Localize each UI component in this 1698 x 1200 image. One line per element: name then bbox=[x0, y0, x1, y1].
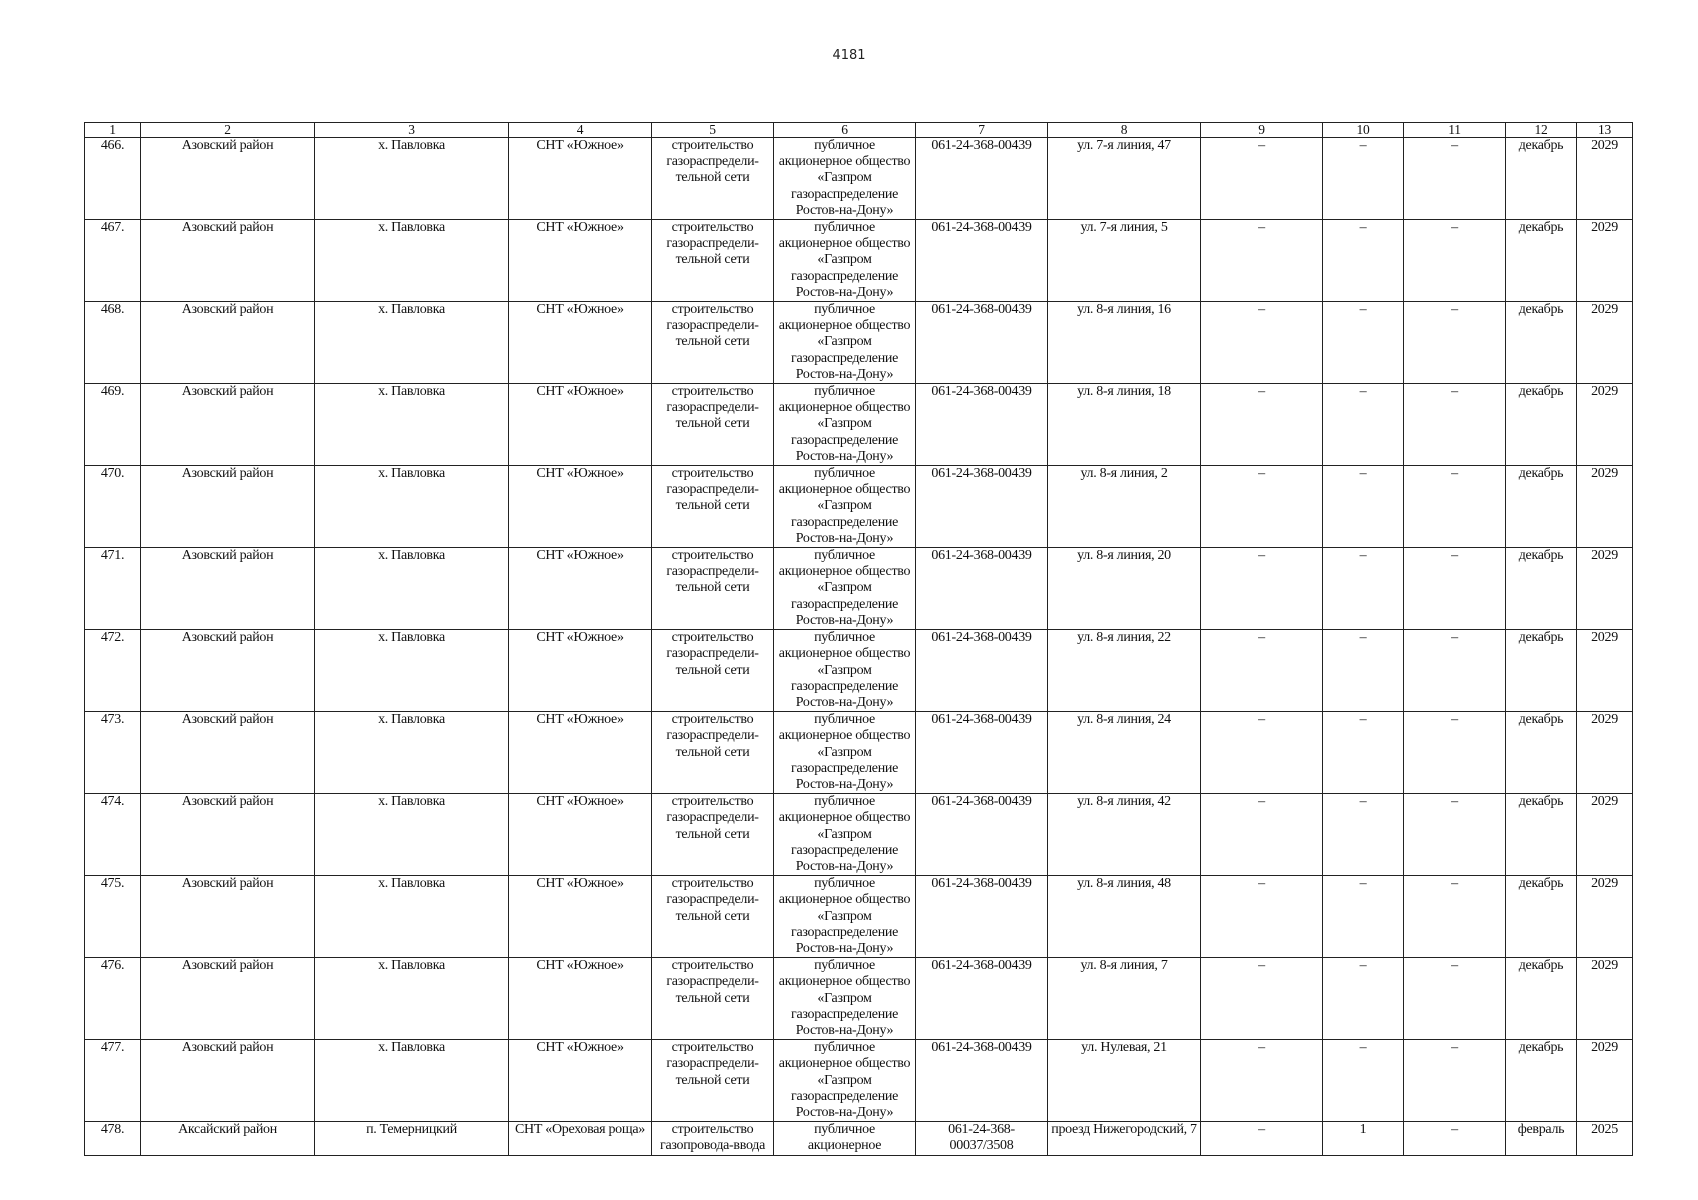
cell-col-9-value: – bbox=[1201, 384, 1323, 466]
cell-year: 2025 bbox=[1577, 1122, 1633, 1155]
cell-company: публичное акционерное общество «Газпром газораспределение Ростов-на-Дону» bbox=[774, 794, 916, 876]
cell-organization: СНТ «Южное» bbox=[509, 302, 652, 384]
cell-year: 2029 bbox=[1577, 958, 1633, 1040]
table-row bbox=[85, 138, 1633, 220]
cell-organization: СНТ «Южное» bbox=[509, 958, 652, 1040]
cell-work-type: строительство газораспредели-тельной сети bbox=[652, 794, 774, 876]
cell-district: Азовский район bbox=[141, 1040, 315, 1122]
header-cell: 13 bbox=[1577, 123, 1633, 138]
header-cell: 12 bbox=[1506, 123, 1577, 138]
cell-year: 2029 bbox=[1577, 466, 1633, 548]
cell-col-9-value: – bbox=[1201, 1040, 1323, 1122]
table-row bbox=[85, 958, 1633, 1040]
cell-company: публичное акционерное общество «Газпром газораспределение Ростов-на-Дону» bbox=[774, 302, 916, 384]
cell-month: февраль bbox=[1506, 1122, 1577, 1155]
cell-district: Азовский район bbox=[141, 384, 315, 466]
header-cell: 11 bbox=[1404, 123, 1506, 138]
header-cell: 7 bbox=[916, 123, 1048, 138]
cell-organization: СНТ «Южное» bbox=[509, 876, 652, 958]
cell-organization: СНТ «Южное» bbox=[509, 220, 652, 302]
cell-registration-number: 061-24-368-00439 bbox=[916, 384, 1048, 466]
cell-address: проезд Нижегородский, 7 bbox=[1048, 1122, 1201, 1155]
cell-registration-number: 061-24-368-00439 bbox=[916, 138, 1048, 220]
cell-organization: СНТ «Южное» bbox=[509, 384, 652, 466]
cell-company: публичное акционерное общество «Газпром газораспределение Ростов-на-Дону» bbox=[774, 466, 916, 548]
cell-settlement: х. Павловка bbox=[315, 712, 509, 794]
cell-year: 2029 bbox=[1577, 220, 1633, 302]
cell-settlement: х. Павловка bbox=[315, 466, 509, 548]
cell-settlement: х. Павловка bbox=[315, 794, 509, 876]
header-row bbox=[85, 123, 1633, 138]
table-row bbox=[85, 712, 1633, 794]
cell-address: ул. 8-я линия, 18 bbox=[1048, 384, 1201, 466]
cell-row-number: 472. bbox=[85, 630, 141, 712]
cell-col-9-value: – bbox=[1201, 302, 1323, 384]
cell-registration-number: 061-24-368-00439 bbox=[916, 630, 1048, 712]
cell-month: декабрь bbox=[1506, 384, 1577, 466]
cell-settlement: х. Павловка bbox=[315, 958, 509, 1040]
cell-address: ул. Нулевая, 21 bbox=[1048, 1040, 1201, 1122]
table-row bbox=[85, 1040, 1633, 1122]
cell-year: 2029 bbox=[1577, 630, 1633, 712]
cell-year: 2029 bbox=[1577, 876, 1633, 958]
cell-col-10-value: – bbox=[1323, 384, 1404, 466]
cell-organization: СНТ «Южное» bbox=[509, 630, 652, 712]
header-cell: 9 bbox=[1201, 123, 1323, 138]
header-cell: 2 bbox=[141, 123, 315, 138]
table-row bbox=[85, 630, 1633, 712]
cell-row-number: 467. bbox=[85, 220, 141, 302]
cell-address: ул. 8-я линия, 24 bbox=[1048, 712, 1201, 794]
cell-col-10-value: – bbox=[1323, 220, 1404, 302]
cell-settlement: х. Павловка bbox=[315, 138, 509, 220]
cell-settlement: х. Павловка bbox=[315, 876, 509, 958]
cell-registration-number: 061-24-368-00439 bbox=[916, 302, 1048, 384]
cell-col-11-value: – bbox=[1404, 548, 1506, 630]
cell-address: ул. 8-я линия, 7 bbox=[1048, 958, 1201, 1040]
page-number: 4181 bbox=[832, 48, 866, 63]
cell-row-number: 471. bbox=[85, 548, 141, 630]
cell-col-9-value: – bbox=[1201, 712, 1323, 794]
cell-registration-number: 061-24-368-00439 bbox=[916, 876, 1048, 958]
cell-district: Азовский район bbox=[141, 958, 315, 1040]
cell-company: публичное акционерное общество «Газпром газораспределение Ростов-на-Дону» bbox=[774, 876, 916, 958]
cell-work-type: строительство газораспредели-тельной сети bbox=[652, 302, 774, 384]
cell-year: 2029 bbox=[1577, 384, 1633, 466]
cell-col-10-value: – bbox=[1323, 958, 1404, 1040]
header-cell: 5 bbox=[652, 123, 774, 138]
cell-col-11-value: – bbox=[1404, 958, 1506, 1040]
cell-district: Азовский район bbox=[141, 794, 315, 876]
table-row bbox=[85, 876, 1633, 958]
cell-organization: СНТ «Южное» bbox=[509, 548, 652, 630]
cell-col-11-value: – bbox=[1404, 1122, 1506, 1155]
cell-col-9-value: – bbox=[1201, 630, 1323, 712]
cell-district: Азовский район bbox=[141, 302, 315, 384]
cell-col-9-value: – bbox=[1201, 1122, 1323, 1155]
cell-month: декабрь bbox=[1506, 712, 1577, 794]
cell-work-type: строительство газораспредели-тельной сети bbox=[652, 876, 774, 958]
cell-district: Аксайский район bbox=[141, 1122, 315, 1155]
cell-year: 2029 bbox=[1577, 302, 1633, 384]
data-table bbox=[84, 122, 1633, 1156]
table-row bbox=[85, 794, 1633, 876]
cell-organization: СНТ «Южное» bbox=[509, 138, 652, 220]
cell-col-10-value: 1 bbox=[1323, 1122, 1404, 1155]
cell-col-10-value: – bbox=[1323, 138, 1404, 220]
cell-row-number: 470. bbox=[85, 466, 141, 548]
cell-col-9-value: – bbox=[1201, 548, 1323, 630]
cell-col-11-value: – bbox=[1404, 220, 1506, 302]
cell-district: Азовский район bbox=[141, 548, 315, 630]
cell-month: декабрь bbox=[1506, 220, 1577, 302]
cell-row-number: 476. bbox=[85, 958, 141, 1040]
cell-year: 2029 bbox=[1577, 1040, 1633, 1122]
cell-registration-number: 061-24-368-00439 bbox=[916, 466, 1048, 548]
cell-col-10-value: – bbox=[1323, 1040, 1404, 1122]
cell-district: Азовский район bbox=[141, 138, 315, 220]
cell-company: публичное акционерное общество «Газпром газораспределение Ростов-на-Дону» bbox=[774, 712, 916, 794]
cell-address: ул. 8-я линия, 22 bbox=[1048, 630, 1201, 712]
header-cell: 10 bbox=[1323, 123, 1404, 138]
cell-settlement: х. Павловка bbox=[315, 302, 509, 384]
cell-work-type: строительство газораспредели-тельной сети bbox=[652, 1040, 774, 1122]
cell-row-number: 478. bbox=[85, 1122, 141, 1155]
cell-month: декабрь bbox=[1506, 794, 1577, 876]
table-row bbox=[85, 548, 1633, 630]
cell-company: публичное акционерное bbox=[774, 1122, 916, 1155]
cell-address: ул. 7-я линия, 5 bbox=[1048, 220, 1201, 302]
cell-settlement: п. Темерницкий bbox=[315, 1122, 509, 1155]
cell-col-9-value: – bbox=[1201, 220, 1323, 302]
cell-col-10-value: – bbox=[1323, 548, 1404, 630]
cell-work-type: строительство газораспредели-тельной сети bbox=[652, 138, 774, 220]
table-row bbox=[85, 384, 1633, 466]
header-cell: 3 bbox=[315, 123, 509, 138]
cell-district: Азовский район bbox=[141, 220, 315, 302]
cell-settlement: х. Павловка bbox=[315, 220, 509, 302]
cell-address: ул. 8-я линия, 16 bbox=[1048, 302, 1201, 384]
cell-work-type: строительство газораспредели-тельной сети bbox=[652, 220, 774, 302]
cell-company: публичное акционерное общество «Газпром газораспределение Ростов-на-Дону» bbox=[774, 384, 916, 466]
cell-row-number: 474. bbox=[85, 794, 141, 876]
cell-row-number: 477. bbox=[85, 1040, 141, 1122]
cell-col-10-value: – bbox=[1323, 876, 1404, 958]
cell-col-9-value: – bbox=[1201, 138, 1323, 220]
cell-col-9-value: – bbox=[1201, 958, 1323, 1040]
cell-year: 2029 bbox=[1577, 548, 1633, 630]
cell-settlement: х. Павловка bbox=[315, 630, 509, 712]
cell-col-11-value: – bbox=[1404, 138, 1506, 220]
cell-district: Азовский район bbox=[141, 630, 315, 712]
cell-settlement: х. Павловка bbox=[315, 384, 509, 466]
cell-col-9-value: – bbox=[1201, 794, 1323, 876]
cell-work-type: строительство газопровода-ввода bbox=[652, 1122, 774, 1155]
cell-registration-number: 061-24-368-00439 bbox=[916, 958, 1048, 1040]
cell-col-11-value: – bbox=[1404, 876, 1506, 958]
cell-col-11-value: – bbox=[1404, 794, 1506, 876]
cell-month: декабрь bbox=[1506, 1040, 1577, 1122]
cell-month: декабрь bbox=[1506, 630, 1577, 712]
cell-row-number: 473. bbox=[85, 712, 141, 794]
header-cell: 1 bbox=[85, 123, 141, 138]
cell-col-11-value: – bbox=[1404, 302, 1506, 384]
table-row bbox=[85, 220, 1633, 302]
cell-work-type: строительство газораспредели-тельной сети bbox=[652, 958, 774, 1040]
cell-registration-number: 061-24-368-00439 bbox=[916, 794, 1048, 876]
cell-col-10-value: – bbox=[1323, 466, 1404, 548]
cell-district: Азовский район bbox=[141, 712, 315, 794]
cell-address: ул. 8-я линия, 48 bbox=[1048, 876, 1201, 958]
cell-registration-number: 061-24-368-00439 bbox=[916, 1040, 1048, 1122]
cell-company: публичное акционерное общество «Газпром газораспределение Ростов-на-Дону» bbox=[774, 220, 916, 302]
cell-row-number: 469. bbox=[85, 384, 141, 466]
cell-month: декабрь bbox=[1506, 138, 1577, 220]
cell-registration-number: 061-24-368-00439 bbox=[916, 712, 1048, 794]
cell-month: декабрь bbox=[1506, 302, 1577, 384]
cell-work-type: строительство газораспредели-тельной сети bbox=[652, 466, 774, 548]
cell-year: 2029 bbox=[1577, 712, 1633, 794]
cell-address: ул. 8-я линия, 42 bbox=[1048, 794, 1201, 876]
cell-year: 2029 bbox=[1577, 138, 1633, 220]
cell-company: публичное акционерное общество «Газпром газораспределение Ростов-на-Дону» bbox=[774, 1040, 916, 1122]
cell-month: декабрь bbox=[1506, 876, 1577, 958]
cell-address: ул. 8-я линия, 20 bbox=[1048, 548, 1201, 630]
cell-organization: СНТ «Южное» bbox=[509, 466, 652, 548]
table-row bbox=[85, 1122, 1633, 1155]
cell-col-9-value: – bbox=[1201, 466, 1323, 548]
cell-address: ул. 7-я линия, 47 bbox=[1048, 138, 1201, 220]
cell-organization: СНТ «Южное» bbox=[509, 1040, 652, 1122]
cell-organization: СНТ «Ореховая роща» bbox=[509, 1122, 652, 1155]
cell-col-10-value: – bbox=[1323, 794, 1404, 876]
cell-work-type: строительство газораспредели-тельной сети bbox=[652, 548, 774, 630]
cell-col-11-value: – bbox=[1404, 712, 1506, 794]
cell-company: публичное акционерное общество «Газпром газораспределение Ростов-на-Дону» bbox=[774, 958, 916, 1040]
cell-work-type: строительство газораспредели-тельной сети bbox=[652, 630, 774, 712]
cell-col-10-value: – bbox=[1323, 630, 1404, 712]
cell-work-type: строительство газораспредели-тельной сети bbox=[652, 384, 774, 466]
cell-company: публичное акционерное общество «Газпром газораспределение Ростов-на-Дону» bbox=[774, 548, 916, 630]
cell-registration-number: 061-24-368-00037/3508 bbox=[916, 1122, 1048, 1155]
table-row bbox=[85, 466, 1633, 548]
cell-settlement: х. Павловка bbox=[315, 1040, 509, 1122]
cell-organization: СНТ «Южное» bbox=[509, 794, 652, 876]
cell-company: публичное акционерное общество «Газпром газораспределение Ростов-на-Дону» bbox=[774, 138, 916, 220]
cell-registration-number: 061-24-368-00439 bbox=[916, 548, 1048, 630]
cell-col-11-value: – bbox=[1404, 1040, 1506, 1122]
cell-district: Азовский район bbox=[141, 466, 315, 548]
cell-company: публичное акционерное общество «Газпром газораспределение Ростов-на-Дону» bbox=[774, 630, 916, 712]
cell-registration-number: 061-24-368-00439 bbox=[916, 220, 1048, 302]
cell-organization: СНТ «Южное» bbox=[509, 712, 652, 794]
header-cell: 4 bbox=[509, 123, 652, 138]
table-row bbox=[85, 302, 1633, 384]
cell-row-number: 475. bbox=[85, 876, 141, 958]
cell-settlement: х. Павловка bbox=[315, 548, 509, 630]
cell-work-type: строительство газораспредели-тельной сети bbox=[652, 712, 774, 794]
cell-district: Азовский район bbox=[141, 876, 315, 958]
cell-address: ул. 8-я линия, 2 bbox=[1048, 466, 1201, 548]
cell-month: декабрь bbox=[1506, 958, 1577, 1040]
cell-col-9-value: – bbox=[1201, 876, 1323, 958]
cell-row-number: 468. bbox=[85, 302, 141, 384]
cell-col-11-value: – bbox=[1404, 630, 1506, 712]
cell-month: декабрь bbox=[1506, 548, 1577, 630]
header-cell: 6 bbox=[774, 123, 916, 138]
cell-row-number: 466. bbox=[85, 138, 141, 220]
cell-col-11-value: – bbox=[1404, 466, 1506, 548]
cell-year: 2029 bbox=[1577, 794, 1633, 876]
cell-month: декабрь bbox=[1506, 466, 1577, 548]
cell-col-11-value: – bbox=[1404, 384, 1506, 466]
header-cell: 8 bbox=[1048, 123, 1201, 138]
cell-col-10-value: – bbox=[1323, 712, 1404, 794]
cell-col-10-value: – bbox=[1323, 302, 1404, 384]
